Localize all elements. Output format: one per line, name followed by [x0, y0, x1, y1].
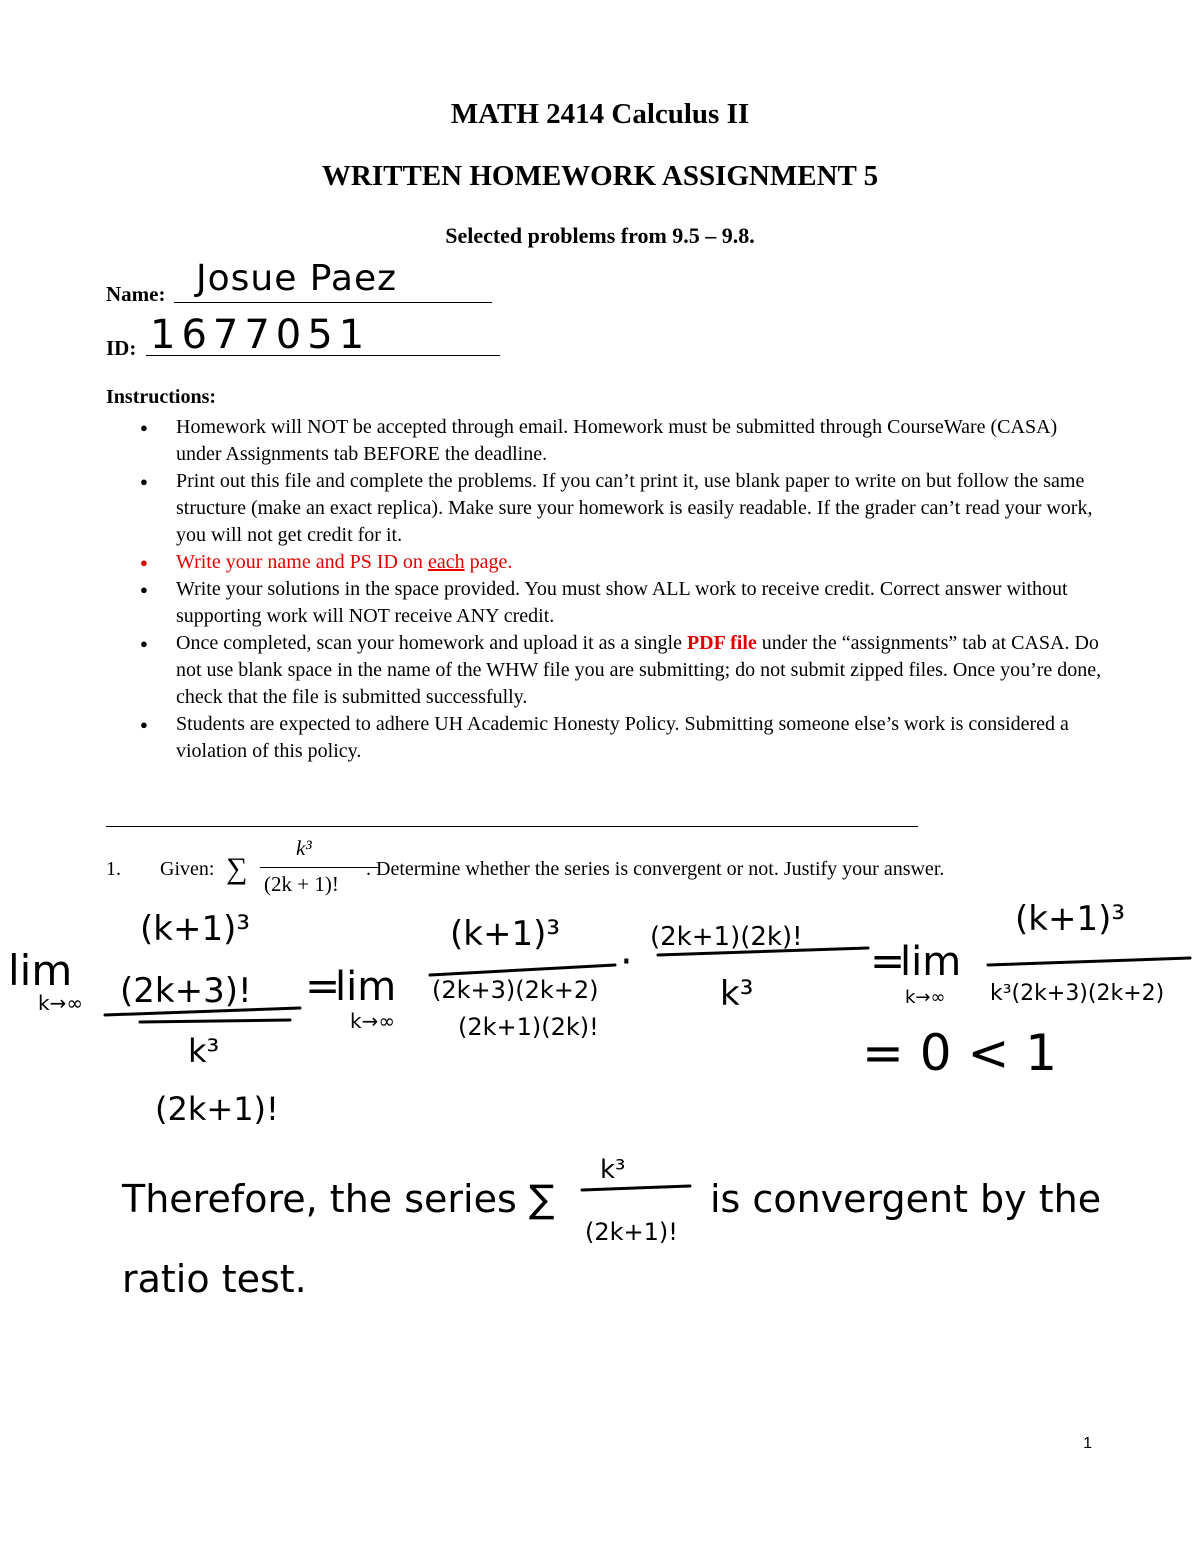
course-title: MATH 2414 Calculus II: [450, 98, 750, 130]
instruction-item: ● Print out this file and complete the problems. If you can’t print it, use blank paper to write on but follow the same structure (make an exact replica). Make sure your homework is easily readable. If the grader can’t read your work, you will not get credit for it.: [106, 468, 1106, 549]
instruction-item-pdf: [106, 630, 1106, 711]
hw-lim-3: lim: [900, 939, 962, 985]
hw-term1-sub-den: (2k+1)!: [155, 1090, 279, 1128]
instruction-item: ● Write your solutions in the space provided. You must show ALL work to receive credit. Correct answer without supporting work will NOT receive ANY credit.: [106, 576, 1106, 630]
series-denominator: (2k + 1)!: [264, 872, 339, 896]
hw-result: = 0 < 1: [862, 1024, 1058, 1082]
instruction-item: ● Homework will NOT be accepted through email. Homework must be submitted through CourseWare (CASA) under Assignments tab BEFORE the deadline.: [106, 414, 1106, 468]
instruction-item-red: [106, 549, 1106, 576]
fraction-bar: [260, 867, 380, 868]
hw-lim-1: lim: [8, 946, 73, 995]
instructions-list: [106, 414, 1106, 765]
series-numerator: k³: [296, 836, 312, 860]
question-number: 1.: [106, 858, 121, 880]
hw-eq-1: =: [305, 961, 341, 1010]
pdf-item-text: Once completed, scan your homework and upload it as a single: [176, 632, 687, 654]
hw-dot: ·: [620, 939, 633, 985]
hw-term4-num: (k+1)³: [1015, 899, 1125, 939]
handwritten-solution: [0, 880, 1200, 1320]
hw-term3-den: k³: [720, 974, 754, 1014]
hw-approach-1: k→∞: [38, 991, 83, 1015]
red-item-underlined: each: [427, 551, 465, 573]
id-handwritten: 1677051: [150, 312, 371, 358]
hw-fraction-bar-1b: [140, 1020, 290, 1022]
pdf-file-highlight: PDF file: [686, 632, 757, 654]
name-line: [174, 302, 492, 303]
hw-fraction-bar-4: [988, 958, 1190, 965]
question-given-label: Given:: [160, 858, 215, 880]
hw-term1-sub-num: k³: [188, 1032, 220, 1070]
red-item-text: Write your name and PS ID on: [176, 551, 428, 573]
hw-term4-den: k³(2k+3)(2k+2): [990, 981, 1165, 1006]
hw-term3-num: (2k+1)(2k)!: [650, 922, 803, 952]
hw-term2-den: (2k+3)(2k+2): [432, 976, 599, 1004]
pdf-item-end: under the “assignments” tab at CASA. Do not use blank space in the name of the WHW file you are submitting; do not submit zipped files. Once you’re done, check that the file is submitted successfully.: [176, 632, 1102, 708]
hw-conclusion-2: is convergent by the: [710, 1177, 1102, 1221]
hw-approach-2: k→∞: [350, 1009, 395, 1033]
hw-term2-den2: (2k+1)(2k)!: [458, 1013, 599, 1041]
hw-conclusion-3: ratio test.: [122, 1257, 307, 1301]
section-subtitle: Selected problems from 9.5 – 9.8.: [445, 223, 755, 248]
hw-term2-num: (k+1)³: [450, 914, 560, 954]
hw-conclusion-num: k³: [600, 1155, 626, 1185]
instructions-heading: Instructions:: [106, 386, 217, 408]
page-number: 1: [1083, 1435, 1092, 1452]
name-label: Name:: [106, 282, 166, 306]
hw-approach-3: k→∞: [905, 987, 946, 1008]
section-divider: [106, 826, 918, 827]
hw-lim-2: lim: [335, 964, 397, 1010]
hw-conclusion-1: Therefore, the series ∑: [122, 1177, 555, 1221]
id-label: ID:: [106, 336, 137, 360]
name-handwritten: Josue Paez: [196, 258, 398, 299]
hw-conclusion-den: (2k+1)!: [585, 1218, 678, 1246]
hw-term1-den: (2k+3)!: [120, 971, 252, 1011]
hw-term1-num: (k+1)³: [140, 909, 250, 949]
hw-fraction-bar-2: [430, 965, 615, 975]
hw-eq-2: =: [870, 936, 906, 985]
question-prompt: . Determine whether the series is convergent or not. Justify your answer.: [366, 858, 945, 880]
assignment-title: WRITTEN HOMEWORK ASSIGNMENT 5: [321, 160, 879, 192]
hw-fraction-bar-5: [582, 1186, 690, 1190]
sum-symbol: ∑: [226, 852, 248, 885]
red-item-end: page.: [464, 551, 513, 573]
instruction-item: ● Students are expected to adhere UH Academic Honesty Policy. Submitting someone else’s work is considered a violation of this policy.: [106, 711, 1106, 765]
